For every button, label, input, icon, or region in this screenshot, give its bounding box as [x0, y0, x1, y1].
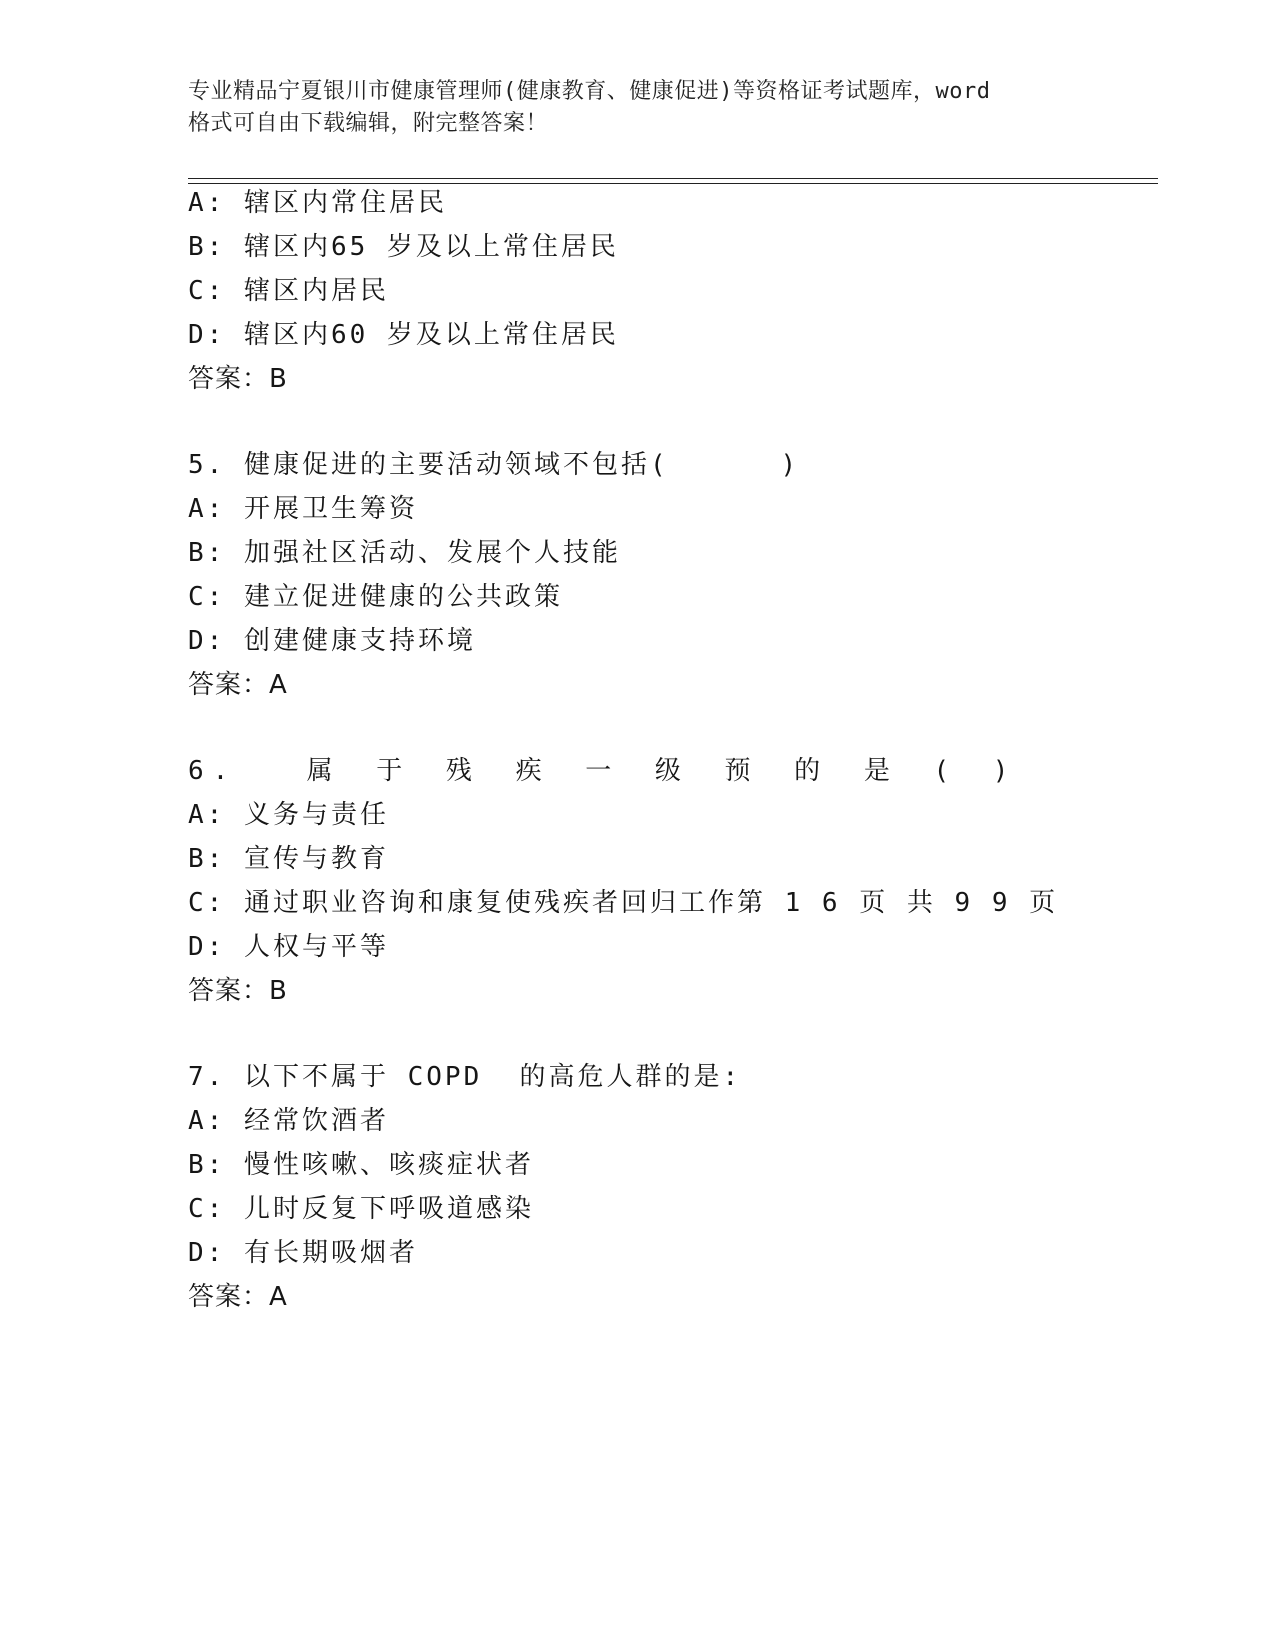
q7-option-a: A: 经常饮酒者 [188, 1106, 389, 1136]
q4-option-b: B: 辖区内65 岁及以上常住居民 [188, 232, 619, 262]
q5-option-b: B: 加强社区活动、发展个人技能 [188, 538, 621, 568]
document-header [188, 76, 1068, 140]
q6-option-b: B: 宣传与教育 [188, 844, 389, 874]
q4-option-c: C: 辖区内居民 [188, 276, 389, 306]
q5-answer: 答案：A [188, 670, 288, 700]
q6-option-c: C: 通过职业咨询和康复使残疾者回归工作第 1 6 页 共 9 9 页 [188, 888, 1059, 918]
q7-answer: 答案：A [188, 1282, 288, 1312]
q4-answer: 答案：B [188, 364, 288, 394]
header-line-2: 格式可自由下载编辑，附完整答案！ [188, 111, 549, 136]
q6-answer: 答案：B [188, 976, 288, 1006]
q5-option-a: A: 开展卫生筹资 [188, 494, 418, 524]
q4-option-d: D: 辖区内60 岁及以上常住居民 [188, 320, 619, 350]
header-line-1: 专业精品宁夏银川市健康管理师(健康教育、健康促进)等资格证考试题库，word [188, 79, 991, 104]
q7-option-b: B: 慢性咳嗽、咳痰症状者 [188, 1150, 534, 1180]
q6-option-d: D: 人权与平等 [188, 932, 389, 962]
q7-option-d: D: 有长期吸烟者 [188, 1238, 418, 1268]
q6-option-a: A: 义务与责任 [188, 800, 389, 830]
q5-option-d: D: 创建健康支持环境 [188, 626, 476, 656]
q4-option-a: A: 辖区内常住居民 [188, 188, 447, 218]
q7-option-c: C: 儿时反复下呼吸道感染 [188, 1194, 534, 1224]
header-divider-bottom [188, 183, 1158, 184]
q6-stem: 6. 属 于 残 疾 一 级 预 的 是 ( ) [188, 756, 1018, 786]
q5-option-c: C: 建立促进健康的公共政策 [188, 582, 563, 612]
q5-stem: 5. 健康促进的主要活动领域不包括( ) [188, 450, 800, 480]
q7-stem: 7. 以下不属于 COPD 的高危人群的是: [188, 1062, 742, 1092]
header-divider-top [188, 178, 1158, 179]
